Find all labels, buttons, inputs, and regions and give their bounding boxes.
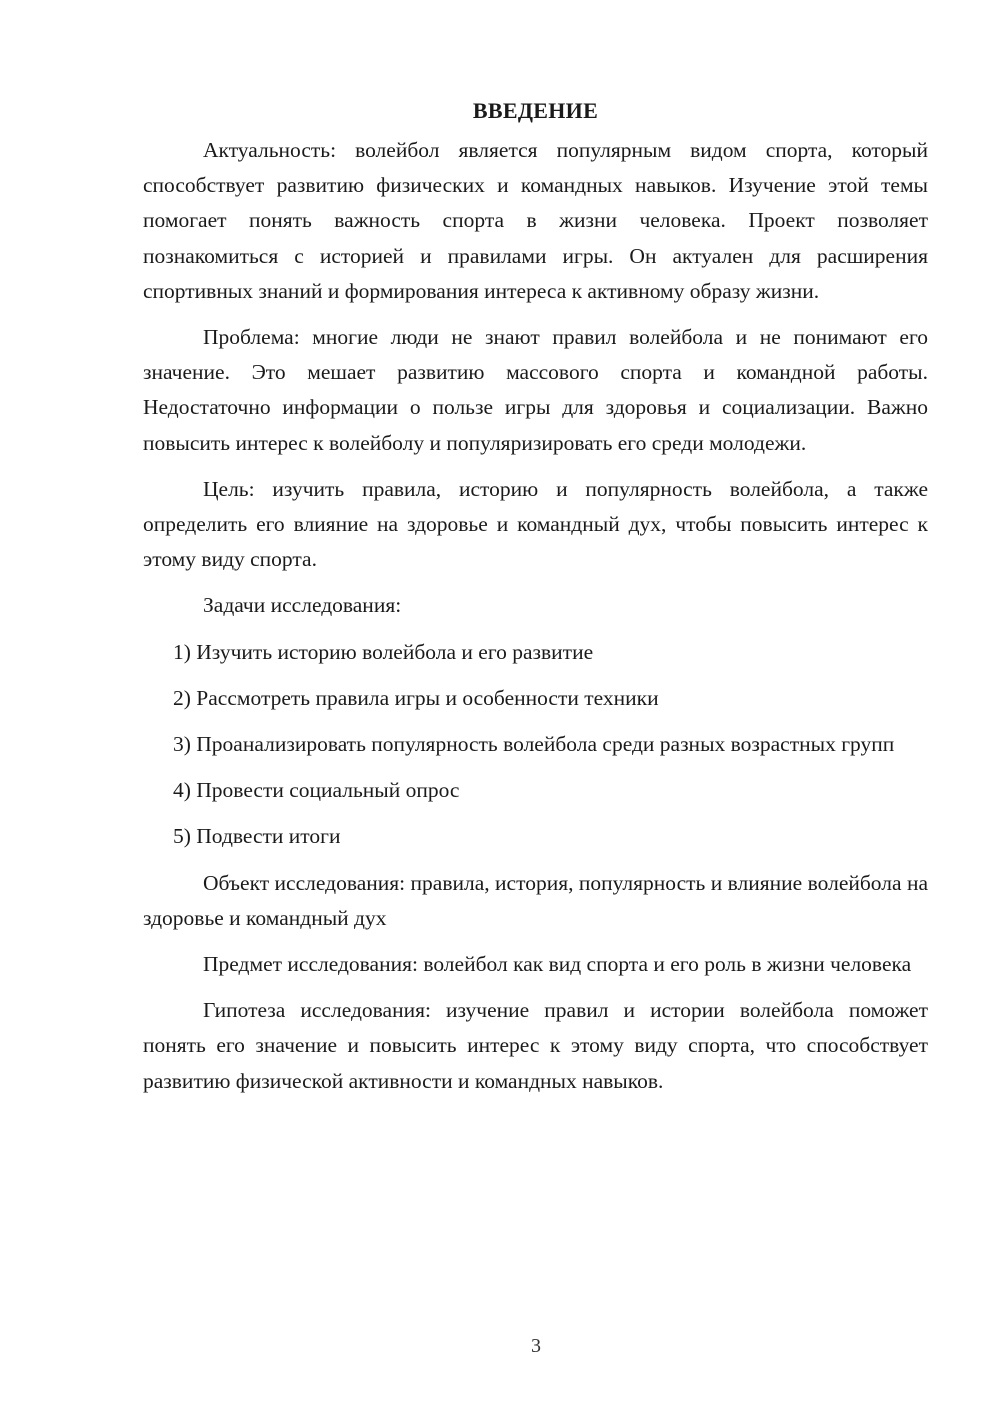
task-item-1: 1) Изучить историю волейбола и его развитие <box>173 639 594 664</box>
task-item-5: 5) Подвести итоги <box>173 824 341 849</box>
subject-paragraph: Предмет исследования: волейбол как вид спорта и его роль в жизни человека <box>203 952 912 977</box>
relevance-paragraph: Актуальность: волейбол является популярным видом спорта, который способствует развитию физических и командных навыков. Изучение этой темы помогает понять важность спорта в жизни человека. Проект позволяет познакомиться с историей и правилами игры. Он актуален для расширения спортивных знаний и формирования интереса к активному образу жизни. <box>143 138 928 303</box>
page-content <box>143 93 928 1110</box>
object-paragraph: Объект исследования: правила, история, популярность и влияние волейбола на здоровье и командный дух <box>143 870 928 930</box>
section-title: ВВЕДЕНИЕ <box>472 98 599 123</box>
goal-paragraph: Цель: изучить правила, историю и популярность волейбола, а также определить его влияние на здоровье и командный дух, чтобы повысить интерес к этому виду спорта. <box>143 476 928 572</box>
problem-paragraph: Проблема: многие люди не знают правил волейбола и не понимают его значение. Это мешает развитию массового спорта и командной работы. Недостаточно информации о пользе игры для здоровья и социализации. Важно повысить интерес к волейболу и популяризировать его среди молодежи. <box>143 325 928 455</box>
task-item-2: 2) Рассмотреть правила игры и особенности техники <box>173 685 659 710</box>
task-item-3: 3) Проанализировать популярность волейбола среди разных возрастных групп <box>173 732 895 757</box>
page-number: 3 <box>531 1335 541 1357</box>
task-item-4: 4) Провести социальный опрос <box>173 778 460 803</box>
tasks-heading: Задачи исследования: <box>203 593 402 618</box>
hypothesis-paragraph: Гипотеза исследования: изучение правил и истории волейбола поможет понять его значение и повысить интерес к этому виду спорта, что способствует развитию физической активности и командных навыков. <box>143 998 928 1093</box>
